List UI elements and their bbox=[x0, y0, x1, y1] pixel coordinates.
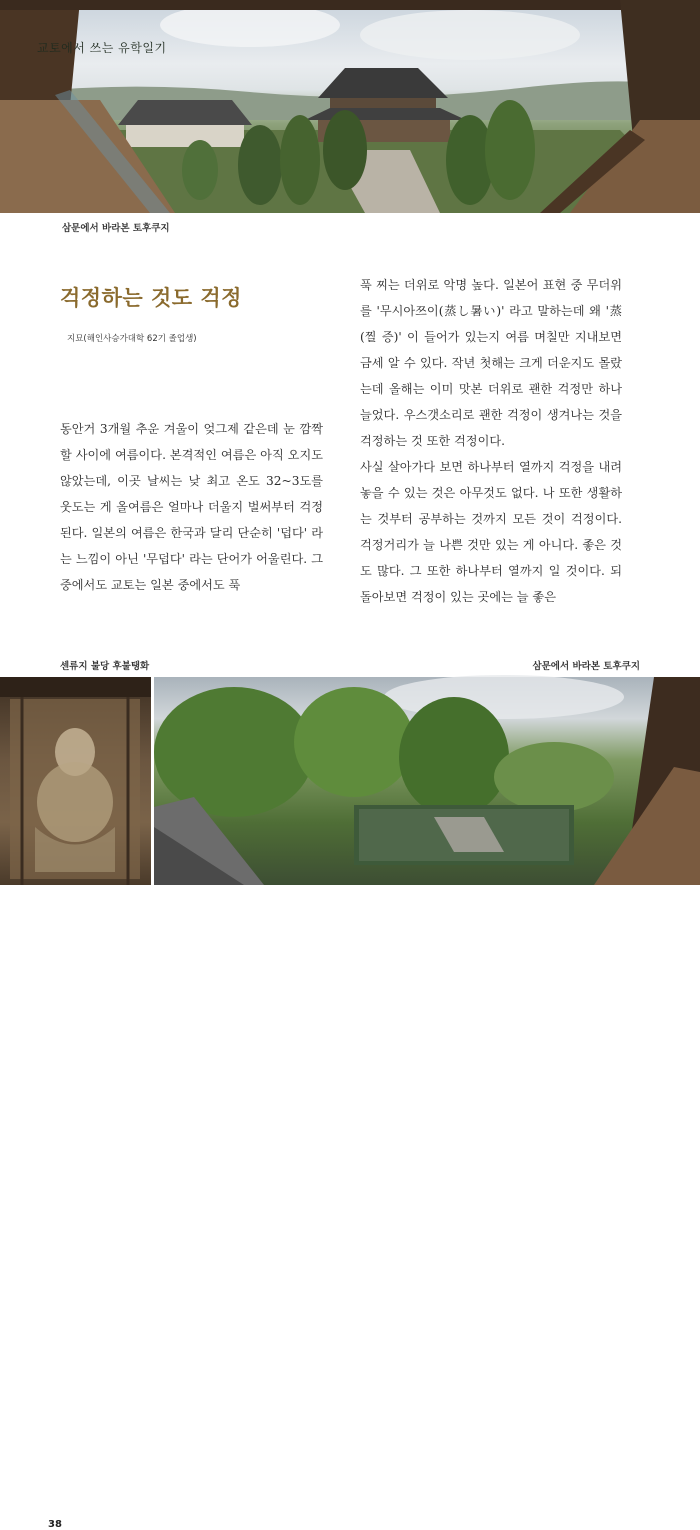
series-title: 교토에서 쓰는 유학일기 bbox=[37, 41, 167, 55]
article-right-column bbox=[360, 272, 622, 610]
garden-illustration bbox=[154, 677, 700, 885]
temple-panorama-illustration bbox=[0, 0, 700, 213]
garden-view-photo bbox=[154, 677, 700, 885]
painting-illustration bbox=[0, 677, 151, 885]
bottom-right-caption: 삼문에서 바라본 토후쿠지 bbox=[532, 661, 640, 672]
buddhist-painting-photo bbox=[0, 677, 151, 1530]
top-photo-caption: 삼문에서 바라본 토후쿠지 bbox=[62, 223, 170, 234]
article-headline: 걱정하는 것도 걱정 bbox=[60, 285, 242, 310]
article-author: 지묘(해인사승가대학 62기 졸업생) bbox=[67, 334, 197, 344]
page-number: 38 bbox=[48, 1519, 62, 1530]
paragraph: 동안거 3개월 추운 겨울이 엊그제 같은데 눈 깜짝할 사이에 여름이다. 본격적인 여름은 아직 오지도 않았는데, 이곳 날씨는 낮 최고 온도 32~3도를 웃도는 게 올여름은 얼마나 더울지 벌써부터 걱정된다. 일본의 여름은 한국과 달리 단순히 '덥다' 라는 느낌이 아닌 '무덥다' 라는 단어가 어울린다. 그중에서도 교토는 일본 중에서도 푹 bbox=[60, 422, 323, 592]
article-left-column bbox=[60, 416, 323, 598]
paragraph: 사실 살아가다 보면 하나부터 열까지 걱정을 내려놓을 수 있는 것은 아무것도 없다. 나 또한 생활하는 것부터 공부하는 것까지 모든 것이 걱정이다. 걱정거리가 늘 나쁜 것만 있는 게 아니다. 좋은 것도 많다. 그 또한 하나부터 열까지 일 것이다. 되돌아보면 걱정이 있는 곳에는 늘 좋은 bbox=[360, 460, 622, 604]
bottom-left-caption: 센류지 불당 후불탱화 bbox=[60, 661, 150, 672]
top-panorama-photo bbox=[0, 0, 700, 213]
paragraph: 푹 찌는 더위로 악명 높다. 일본어 표현 중 무더위를 '무시아쯔이(蒸し暑い)' 라고 말하는데 왜 '蒸(찔 증)' 이 들어가 있는지 여름 며칠만 지내보면 금세 알 수 있다. 작년 첫해는 크게 더운지도 몰랐는데 올해는 이미 맛본 더위로 괜한 걱정만 하나 늘었다. 우스갯소리로 괜한 걱정이 생겨나는 것을 걱정하는 것 또한 걱정이다. bbox=[360, 278, 622, 448]
